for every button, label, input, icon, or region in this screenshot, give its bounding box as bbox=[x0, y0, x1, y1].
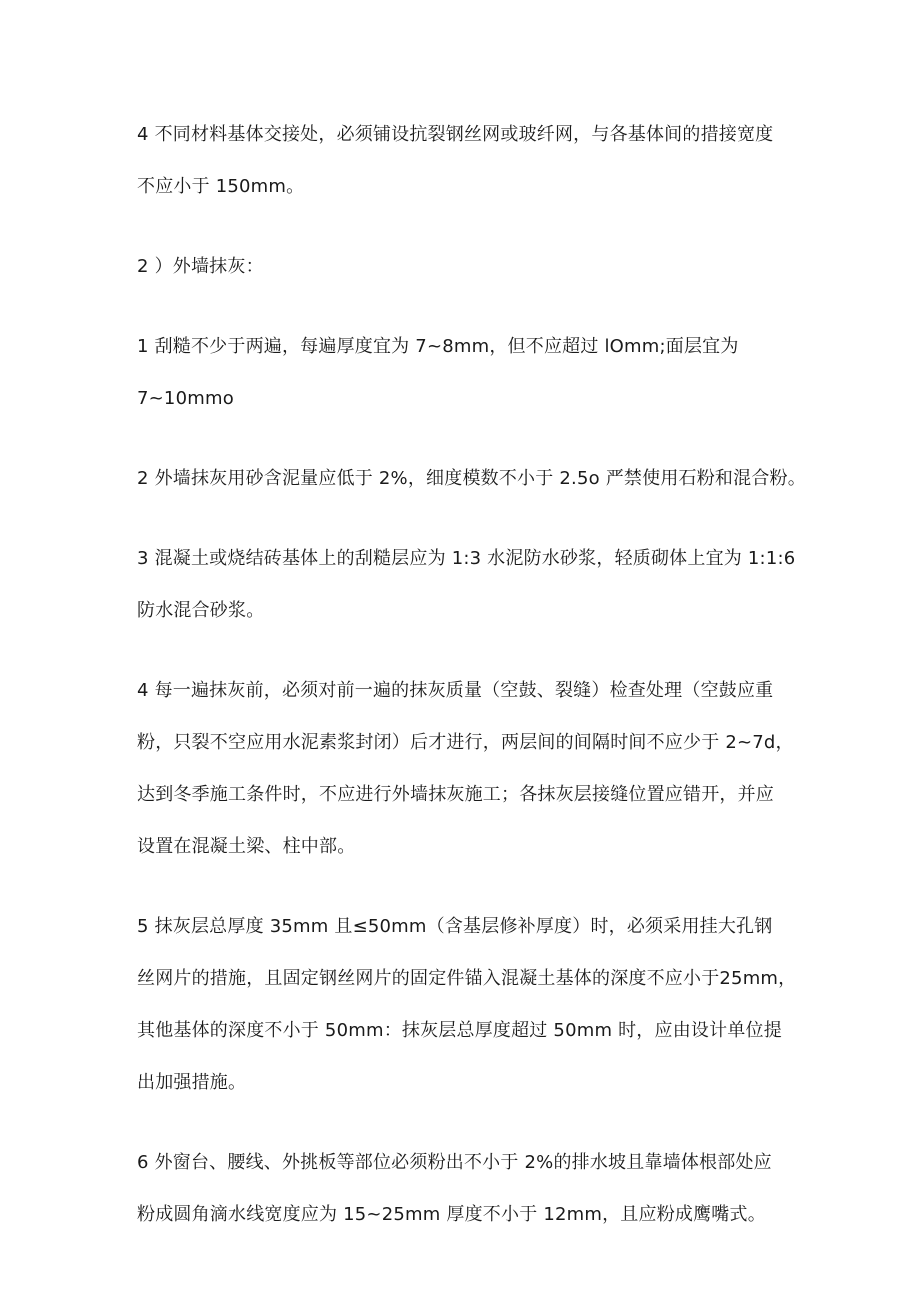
text-line: 6 外窗台、腰线、外挑板等部位必须粉出不小于 2%的排水坡且靠墙体根部处应 bbox=[137, 1152, 772, 1173]
text-line: 1 刮糙不少于两遍，每遍厚度宜为 7~8mm，但不应超过 lOmm;面层宜为 bbox=[137, 336, 739, 357]
paragraph-total-thickness bbox=[137, 910, 797, 1100]
text-line: 不应小于 150mm。 bbox=[137, 176, 305, 197]
text-line: 7~10mmo bbox=[137, 388, 234, 409]
text-line: 3 混凝土或烧结砖基体上的刮糙层应为 1:3 水泥防水砂浆，轻质砌体上宜为 1:1:6 bbox=[137, 548, 796, 569]
paragraph-mortar-ratio bbox=[137, 542, 797, 628]
section-heading-exterior-plaster bbox=[137, 250, 797, 284]
text-line: 出加强措施。 bbox=[137, 1072, 247, 1093]
text-line: 粉，只裂不空应用水泥素浆封闭）后才进行，两层间的间隔时间不应少于 2~7d， bbox=[137, 732, 794, 753]
paragraph-drainage-slope bbox=[137, 1146, 797, 1232]
text-line: 设置在混凝土梁、柱中部。 bbox=[137, 836, 356, 857]
paragraph-sand-content bbox=[137, 462, 806, 496]
document-body bbox=[137, 118, 806, 1278]
text-line: 5 抹灰层总厚度 35mm 且≤50mm（含基层修补厚度）时，必须采用挂大孔钢 bbox=[137, 916, 773, 937]
text-line: 其他基体的深度不小于 50mm：抹灰层总厚度超过 50mm 时，应由设计单位提 bbox=[137, 1020, 782, 1041]
text-line: 4 不同材料基体交接处，必须铺设抗裂钢丝网或玻纤网，与各基体间的措接宽度 bbox=[137, 124, 774, 145]
text-line: 2 外墙抹灰用砂含泥量应低于 2%，细度模数不小于 2.5o 严禁使用石粉和混合粉。 bbox=[137, 468, 806, 489]
paragraph-inspection-interval bbox=[137, 674, 797, 864]
text-line: 4 每一遍抹灰前，必须对前一遍的抹灰质量（空鼓、裂缝）检查处理（空鼓应重 bbox=[137, 680, 774, 701]
text-line: 防水混合砂浆。 bbox=[137, 600, 265, 621]
paragraph-base-junction bbox=[137, 118, 797, 204]
text-line: 粉成圆角滴水线宽度应为 15~25mm 厚度不小于 12mm，且应粉成鹰嘴式。 bbox=[137, 1204, 766, 1225]
text-line: 达到冬季施工条件时，不应进行外墙抹灰施工；各抹灰层接缝位置应错开，并应 bbox=[137, 784, 774, 805]
paragraph-scratch-coat bbox=[137, 330, 797, 416]
text-line: 2 ）外墙抹灰： bbox=[137, 256, 264, 277]
text-line: 丝网片的措施，且固定钢丝网片的固定件锚入混凝土基体的深度不应小于25mm， bbox=[137, 968, 797, 989]
